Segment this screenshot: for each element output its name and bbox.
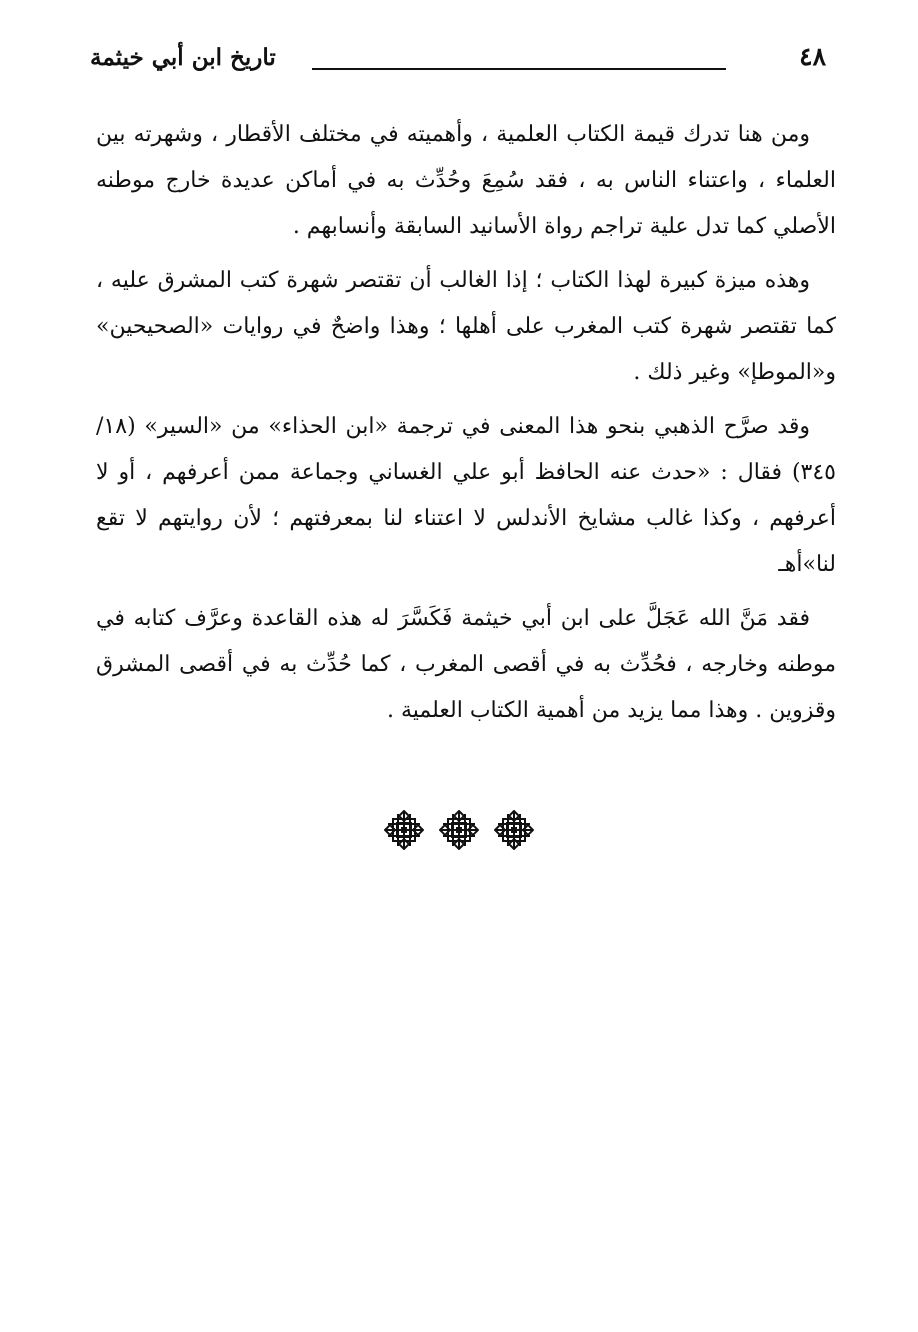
paragraph-1: ومن هنا تدرك قيمة الكتاب العلمية ، وأهميته في مختلف الأقطار ، وشهرته بين العلماء ، واعتناء الناس به ، فقد سُمِعَ وحُدِّث به في أماكن عديدة خارج موطنه الأصلي كما تدل علية تراجم رواة الأسانيد السابقة وأنسابهم .	[96, 122, 836, 239]
paragraph-4: فقد مَنَّ الله عَجَلَّ على ابن أبي خيثمة فَكَسَّرَ له هذه القاعدة وعرَّف كتابه في موطنه وخارجه ، فحُدِّث به في أقصى المغرب ، كما حُدِّث به في أقصى المشرق وقزوين . وهذا مما يزيد من أهمية الكتاب العلمية .	[96, 606, 836, 723]
page-number: ٤٨	[799, 42, 826, 71]
running-title: تاريخ ابن أبي خيثمة	[90, 44, 276, 71]
decorative-knot-icon	[494, 810, 534, 850]
paragraph-2: وهذه ميزة كبيرة لهذا الكتاب ؛ إذا الغالب أن تقتصر شهرة كتب المشرق عليه ، كما تقتصر شهرة كتب المغرب على أهلها ؛ وهذا واضحٌ في روايات «الصحيحين» و«الموطإ» وغير ذلك .	[96, 268, 836, 385]
decorative-knot-icon	[384, 810, 424, 850]
page-body	[96, 112, 836, 742]
header-rule	[312, 68, 726, 70]
page-header	[90, 40, 830, 84]
section-end-ornaments	[384, 808, 534, 852]
paragraph-3: وقد صرَّح الذهبي بنحو هذا المعنى في ترجمة «ابن الحذاء» من «السير» (١٨/ ٣٤٥) فقال : «حدث عنه الحافظ أبو علي الغساني وجماعة ممن أعرفهم ، أو لا أعرفهم ، وكذا غالب مشايخ الأندلس لا اعتناء لنا بمعرفتهم ؛ لأن روايتهم لا تقع لنا»أهـ	[96, 414, 836, 577]
decorative-knot-icon	[439, 810, 479, 850]
